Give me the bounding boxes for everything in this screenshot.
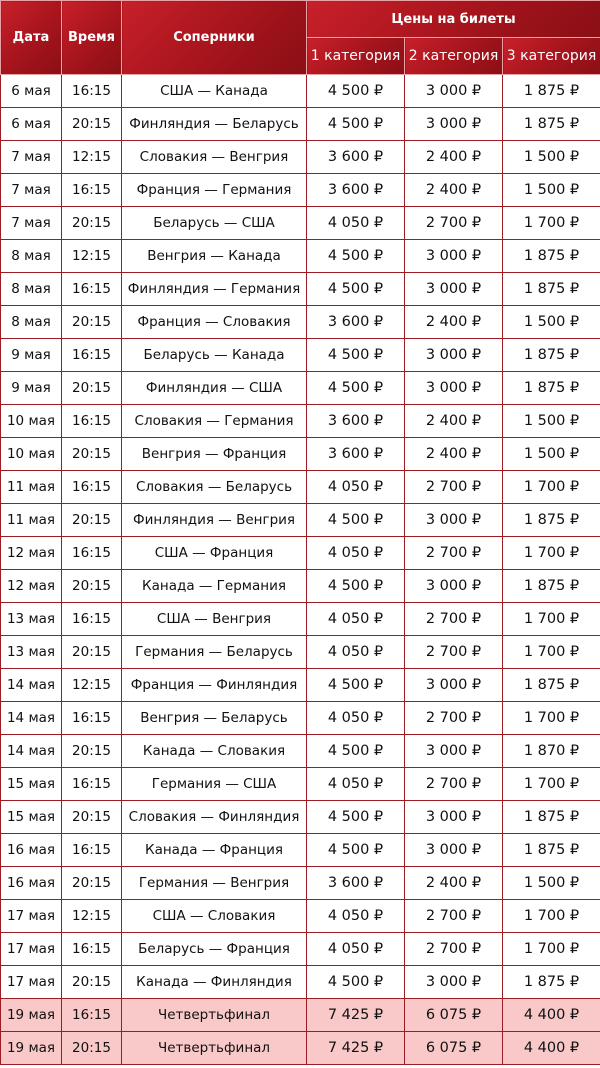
table-row [1, 999, 600, 1032]
cell-teams: Словакия — Финляндия [122, 801, 307, 834]
cell-time: 20:15 [62, 372, 122, 405]
table-row [1, 669, 600, 702]
cell-price-category-2: 3 000 ₽ [405, 339, 503, 372]
cell-teams: Финляндия — Венгрия [122, 504, 307, 537]
cell-price-category-1: 3 600 ₽ [307, 141, 405, 174]
table-row [1, 471, 600, 504]
cell-price-category-1: 4 050 ₽ [307, 768, 405, 801]
cell-price-category-3: 1 500 ₽ [503, 141, 600, 174]
cell-price-category-1: 4 050 ₽ [307, 603, 405, 636]
cell-date: 17 мая [1, 966, 62, 999]
cell-price-category-3: 1 875 ₽ [503, 801, 600, 834]
cell-price-category-3: 1 875 ₽ [503, 75, 600, 108]
cell-price-category-1: 7 425 ₽ [307, 1032, 405, 1065]
cell-teams: США — Венгрия [122, 603, 307, 636]
cell-price-category-3: 1 875 ₽ [503, 834, 600, 867]
cell-price-category-2: 2 400 ₽ [405, 306, 503, 339]
table-row [1, 405, 600, 438]
header-prices: Цены на билеты [307, 1, 600, 38]
cell-time: 16:15 [62, 834, 122, 867]
cell-time: 20:15 [62, 867, 122, 900]
cell-time: 16:15 [62, 768, 122, 801]
cell-price-category-1: 4 500 ₽ [307, 75, 405, 108]
cell-price-category-2: 2 400 ₽ [405, 174, 503, 207]
cell-price-category-2: 2 700 ₽ [405, 636, 503, 669]
cell-teams: Финляндия — США [122, 372, 307, 405]
cell-teams: США — Словакия [122, 900, 307, 933]
cell-time: 12:15 [62, 240, 122, 273]
cell-price-category-3: 1 700 ₽ [503, 471, 600, 504]
cell-date: 6 мая [1, 75, 62, 108]
cell-price-category-3: 1 700 ₽ [503, 537, 600, 570]
cell-price-category-1: 4 500 ₽ [307, 570, 405, 603]
table-body [1, 75, 600, 1065]
cell-price-category-3: 1 875 ₽ [503, 372, 600, 405]
table-row [1, 702, 600, 735]
cell-price-category-1: 4 050 ₽ [307, 702, 405, 735]
cell-teams: Франция — Словакия [122, 306, 307, 339]
cell-teams: Словакия — Беларусь [122, 471, 307, 504]
cell-price-category-2: 2 400 ₽ [405, 141, 503, 174]
table-row [1, 768, 600, 801]
cell-teams: Словакия — Германия [122, 405, 307, 438]
cell-teams: Беларусь — США [122, 207, 307, 240]
cell-date: 11 мая [1, 504, 62, 537]
cell-price-category-3: 1 700 ₽ [503, 768, 600, 801]
cell-teams: Франция — Германия [122, 174, 307, 207]
cell-price-category-1: 3 600 ₽ [307, 438, 405, 471]
cell-time: 20:15 [62, 438, 122, 471]
cell-price-category-2: 2 700 ₽ [405, 768, 503, 801]
cell-date: 9 мая [1, 372, 62, 405]
cell-date: 16 мая [1, 834, 62, 867]
cell-price-category-3: 1 700 ₽ [503, 900, 600, 933]
cell-date: 10 мая [1, 438, 62, 471]
cell-date: 17 мая [1, 900, 62, 933]
table-row [1, 75, 600, 108]
cell-time: 12:15 [62, 141, 122, 174]
cell-date: 15 мая [1, 801, 62, 834]
cell-price-category-2: 2 700 ₽ [405, 207, 503, 240]
cell-date: 13 мая [1, 603, 62, 636]
cell-time: 16:15 [62, 702, 122, 735]
cell-time: 16:15 [62, 537, 122, 570]
cell-date: 19 мая [1, 1032, 62, 1065]
cell-price-category-1: 3 600 ₽ [307, 867, 405, 900]
cell-teams: Беларусь — Франция [122, 933, 307, 966]
cell-price-category-3: 1 500 ₽ [503, 306, 600, 339]
cell-date: 15 мая [1, 768, 62, 801]
cell-price-category-1: 4 500 ₽ [307, 504, 405, 537]
cell-teams: Канада — Финляндия [122, 966, 307, 999]
cell-date: 9 мая [1, 339, 62, 372]
cell-time: 12:15 [62, 669, 122, 702]
table-row [1, 570, 600, 603]
cell-price-category-3: 1 875 ₽ [503, 669, 600, 702]
cell-price-category-3: 1 700 ₽ [503, 636, 600, 669]
cell-price-category-3: 1 875 ₽ [503, 504, 600, 537]
cell-time: 20:15 [62, 735, 122, 768]
table-row [1, 867, 600, 900]
cell-date: 11 мая [1, 471, 62, 504]
cell-date: 19 мая [1, 999, 62, 1032]
cell-teams: Четвертьфинал [122, 999, 307, 1032]
cell-time: 16:15 [62, 273, 122, 306]
table-header [1, 1, 600, 75]
cell-teams: Четвертьфинал [122, 1032, 307, 1065]
cell-teams: Германия — Беларусь [122, 636, 307, 669]
cell-teams: Венгрия — Беларусь [122, 702, 307, 735]
cell-time: 20:15 [62, 207, 122, 240]
table-row [1, 174, 600, 207]
cell-price-category-3: 1 500 ₽ [503, 405, 600, 438]
cell-teams: Венгрия — Канада [122, 240, 307, 273]
cell-price-category-3: 1 500 ₽ [503, 867, 600, 900]
cell-price-category-3: 1 700 ₽ [503, 603, 600, 636]
cell-price-category-1: 4 050 ₽ [307, 471, 405, 504]
cell-price-category-3: 1 875 ₽ [503, 108, 600, 141]
cell-price-category-3: 1 875 ₽ [503, 240, 600, 273]
header-time: Время [62, 1, 122, 75]
cell-time: 16:15 [62, 339, 122, 372]
cell-price-category-2: 3 000 ₽ [405, 834, 503, 867]
table-row [1, 339, 600, 372]
cell-time: 16:15 [62, 174, 122, 207]
table-row [1, 306, 600, 339]
header-category-1: 1 категория [307, 38, 405, 75]
cell-date: 14 мая [1, 702, 62, 735]
table-row [1, 636, 600, 669]
cell-teams: США — Канада [122, 75, 307, 108]
table-row [1, 504, 600, 537]
cell-price-category-3: 1 875 ₽ [503, 966, 600, 999]
table-row [1, 933, 600, 966]
header-category-2: 2 категория [405, 38, 503, 75]
table-row [1, 966, 600, 999]
cell-price-category-2: 3 000 ₽ [405, 240, 503, 273]
cell-price-category-3: 1 700 ₽ [503, 207, 600, 240]
cell-price-category-3: 1 875 ₽ [503, 570, 600, 603]
cell-price-category-1: 4 500 ₽ [307, 240, 405, 273]
cell-date: 6 мая [1, 108, 62, 141]
table-row [1, 438, 600, 471]
cell-time: 20:15 [62, 636, 122, 669]
cell-price-category-2: 6 075 ₽ [405, 1032, 503, 1065]
cell-teams: Германия — США [122, 768, 307, 801]
table-row [1, 801, 600, 834]
cell-price-category-3: 1 700 ₽ [503, 933, 600, 966]
cell-teams: Беларусь — Канада [122, 339, 307, 372]
cell-price-category-2: 3 000 ₽ [405, 735, 503, 768]
cell-price-category-2: 3 000 ₽ [405, 108, 503, 141]
cell-time: 16:15 [62, 405, 122, 438]
cell-time: 16:15 [62, 471, 122, 504]
cell-price-category-1: 4 050 ₽ [307, 900, 405, 933]
table-row [1, 273, 600, 306]
cell-price-category-2: 2 700 ₽ [405, 702, 503, 735]
cell-time: 20:15 [62, 504, 122, 537]
header-date: Дата [1, 1, 62, 75]
cell-price-category-2: 2 400 ₽ [405, 867, 503, 900]
table-row [1, 834, 600, 867]
cell-price-category-2: 3 000 ₽ [405, 669, 503, 702]
cell-price-category-2: 3 000 ₽ [405, 966, 503, 999]
cell-date: 12 мая [1, 570, 62, 603]
cell-price-category-1: 3 600 ₽ [307, 405, 405, 438]
cell-date: 14 мая [1, 735, 62, 768]
cell-teams: Венгрия — Франция [122, 438, 307, 471]
cell-price-category-3: 4 400 ₽ [503, 1032, 600, 1065]
cell-price-category-1: 4 050 ₽ [307, 207, 405, 240]
cell-date: 8 мая [1, 240, 62, 273]
table-row [1, 372, 600, 405]
cell-date: 7 мая [1, 141, 62, 174]
cell-time: 16:15 [62, 603, 122, 636]
cell-teams: Канада — Словакия [122, 735, 307, 768]
cell-price-category-1: 4 500 ₽ [307, 834, 405, 867]
cell-price-category-2: 6 075 ₽ [405, 999, 503, 1032]
cell-date: 17 мая [1, 933, 62, 966]
cell-price-category-2: 2 700 ₽ [405, 537, 503, 570]
cell-price-category-1: 4 500 ₽ [307, 273, 405, 306]
table-row [1, 1032, 600, 1065]
cell-price-category-2: 3 000 ₽ [405, 570, 503, 603]
cell-price-category-3: 1 875 ₽ [503, 273, 600, 306]
cell-price-category-2: 3 000 ₽ [405, 273, 503, 306]
cell-teams: Канада — Франция [122, 834, 307, 867]
cell-time: 20:15 [62, 306, 122, 339]
table-row [1, 900, 600, 933]
cell-time: 16:15 [62, 75, 122, 108]
table-row [1, 207, 600, 240]
cell-price-category-1: 4 500 ₽ [307, 372, 405, 405]
cell-price-category-1: 4 050 ₽ [307, 636, 405, 669]
cell-date: 10 мая [1, 405, 62, 438]
cell-time: 16:15 [62, 999, 122, 1032]
cell-price-category-2: 2 400 ₽ [405, 438, 503, 471]
cell-price-category-2: 2 400 ₽ [405, 405, 503, 438]
cell-teams: Словакия — Венгрия [122, 141, 307, 174]
cell-time: 20:15 [62, 801, 122, 834]
cell-price-category-2: 2 700 ₽ [405, 900, 503, 933]
table-row [1, 141, 600, 174]
cell-price-category-1: 4 500 ₽ [307, 669, 405, 702]
cell-price-category-3: 1 700 ₽ [503, 702, 600, 735]
cell-price-category-1: 4 050 ₽ [307, 537, 405, 570]
cell-price-category-1: 4 500 ₽ [307, 339, 405, 372]
cell-time: 20:15 [62, 570, 122, 603]
cell-date: 8 мая [1, 273, 62, 306]
header-teams: Соперники [122, 1, 307, 75]
table-row [1, 108, 600, 141]
cell-price-category-1: 4 500 ₽ [307, 966, 405, 999]
cell-price-category-1: 4 050 ₽ [307, 933, 405, 966]
cell-date: 13 мая [1, 636, 62, 669]
cell-price-category-3: 1 500 ₽ [503, 438, 600, 471]
cell-time: 20:15 [62, 108, 122, 141]
cell-teams: Финляндия — Беларусь [122, 108, 307, 141]
cell-price-category-3: 1 870 ₽ [503, 735, 600, 768]
cell-price-category-1: 3 600 ₽ [307, 174, 405, 207]
cell-price-category-3: 4 400 ₽ [503, 999, 600, 1032]
cell-price-category-1: 7 425 ₽ [307, 999, 405, 1032]
cell-price-category-2: 3 000 ₽ [405, 801, 503, 834]
cell-time: 20:15 [62, 1032, 122, 1065]
cell-teams: США — Франция [122, 537, 307, 570]
cell-date: 8 мая [1, 306, 62, 339]
cell-date: 14 мая [1, 669, 62, 702]
cell-price-category-2: 3 000 ₽ [405, 504, 503, 537]
cell-price-category-2: 2 700 ₽ [405, 933, 503, 966]
cell-price-category-1: 4 500 ₽ [307, 735, 405, 768]
cell-price-category-2: 3 000 ₽ [405, 75, 503, 108]
cell-time: 20:15 [62, 966, 122, 999]
cell-price-category-2: 2 700 ₽ [405, 603, 503, 636]
cell-price-category-1: 4 500 ₽ [307, 108, 405, 141]
cell-price-category-3: 1 500 ₽ [503, 174, 600, 207]
cell-teams: Германия — Венгрия [122, 867, 307, 900]
cell-teams: Франция — Финляндия [122, 669, 307, 702]
cell-price-category-1: 3 600 ₽ [307, 306, 405, 339]
table-row [1, 240, 600, 273]
cell-teams: Канада — Германия [122, 570, 307, 603]
cell-price-category-1: 4 500 ₽ [307, 801, 405, 834]
cell-time: 12:15 [62, 900, 122, 933]
cell-date: 16 мая [1, 867, 62, 900]
cell-date: 7 мая [1, 174, 62, 207]
cell-price-category-2: 2 700 ₽ [405, 471, 503, 504]
table-row [1, 537, 600, 570]
cell-price-category-2: 3 000 ₽ [405, 372, 503, 405]
cell-date: 7 мая [1, 207, 62, 240]
cell-price-category-3: 1 875 ₽ [503, 339, 600, 372]
table-row [1, 603, 600, 636]
header-category-3: 3 категория [503, 38, 600, 75]
cell-teams: Финляндия — Германия [122, 273, 307, 306]
table-row [1, 735, 600, 768]
cell-date: 12 мая [1, 537, 62, 570]
cell-time: 16:15 [62, 933, 122, 966]
